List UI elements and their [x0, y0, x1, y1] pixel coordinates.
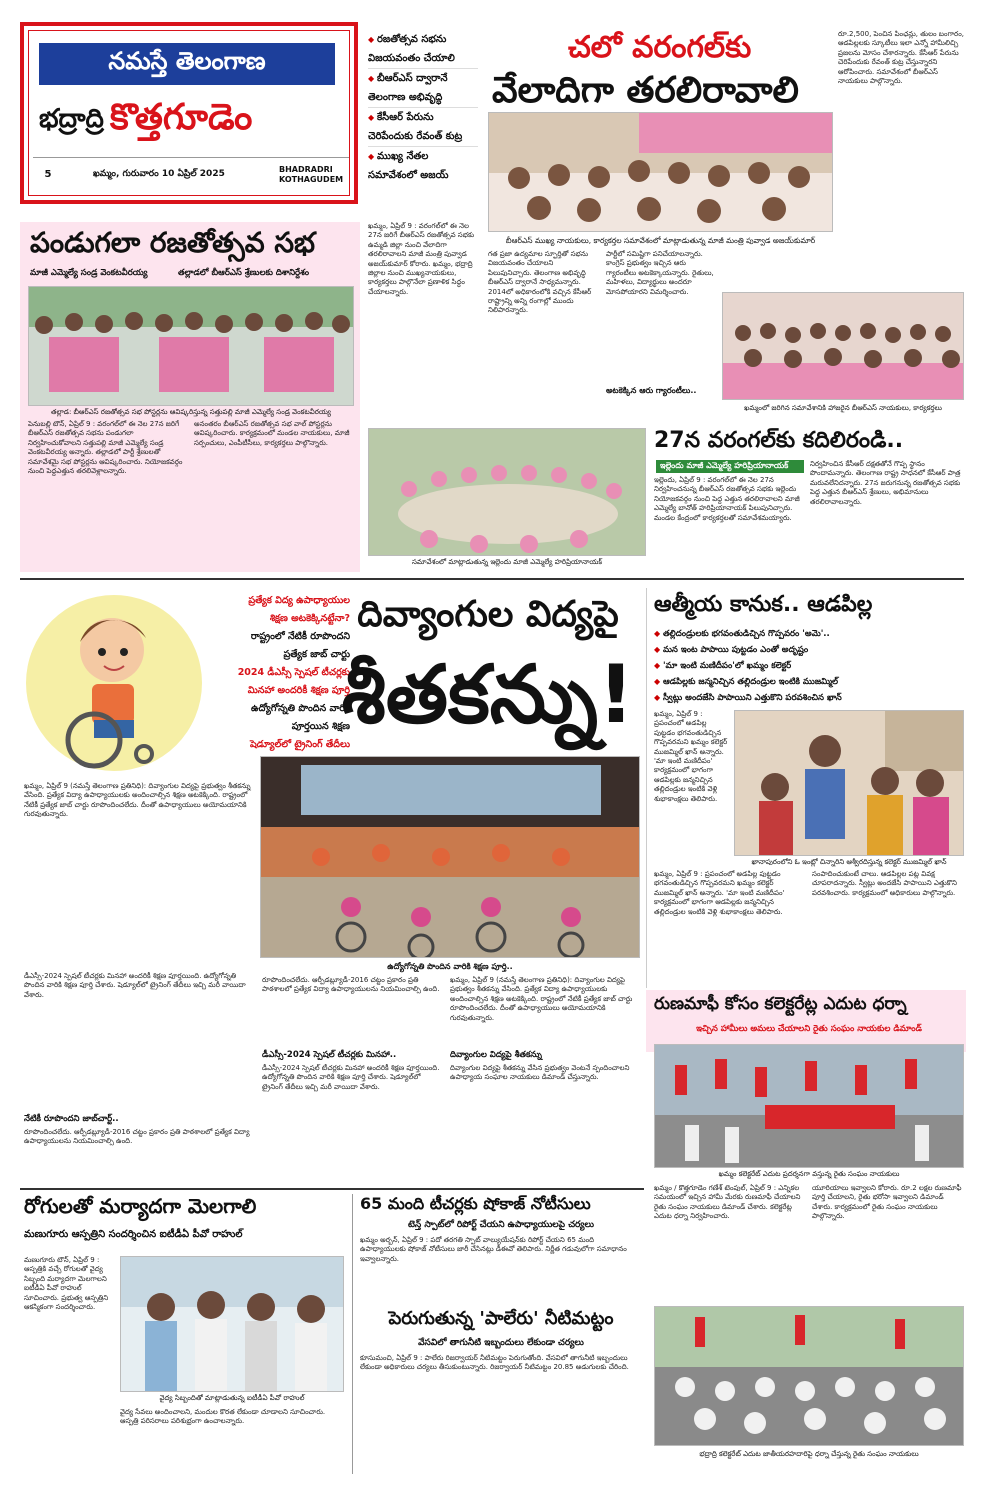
warangal-photo2-caption: ఖమ్మంలో జరిగిన సమావేశానికి హాజరైన బీఆర్ఎస్ నాయకులు, కార్యకర్తలు — [744, 404, 942, 412]
question-line: శిక్షణ అటకెక్కినట్టేనా? — [269, 613, 350, 624]
girl-col2: ఖమ్మం, ఏప్రిల్ 9 : ప్రపంచంలో అడపిల్ల పుట్టడం భగవంతుడిచ్చిన గొప్పవరమని ఖమ్మం కలెక్టర్ ముజమ్మిల్ ఖాన్ అన్నారు. 'మా ఇంటి మణిదీపం' కార్యక్రమంలో భాగంగా ఆడపిల్లకు జన్మనిచ్చిన తల్లిదండ్రుల ఇంటికి వెళ్లి శుభాకాంక్షలు తెలిపారు. — [654, 870, 785, 916]
girl-bullet: ◆ తల్లిదండ్రులకు భగవంతుడిచ్చిన గొప్పవరం 'అమె'.. — [654, 626, 964, 642]
top-bullet: ◆ ముఖ్య నేతల సమావేశంలో అజయ్ — [368, 147, 478, 185]
dateline: ఖమ్మం, గురువారం 10 ఏప్రిల్ 2025 — [93, 168, 225, 179]
patients-headline: రోగులతో మర్యాదగా మెలగాలి — [24, 1194, 257, 1218]
festival-byline-left: మాజీ ఎమ్మెల్యే సండ్ర వెంకటవీరయ్య — [30, 268, 148, 278]
dharna-col2: యూరియాలు ఇవ్వాలని కోరారు. రూ.2 లక్షల రుణమాఫీ పూర్తి చేయాలని, రైతు భరోసా ఇవ్వాలని డిమాండ్ చేశారు. కార్యక్రమంలో రైతు సంఘం నాయకులు పాల్గొన్నారు. — [812, 1184, 962, 1221]
top-bullet: ◆ బీఆర్ఎస్ ద్వారానే తెలంగాణ అభివృద్ధి — [368, 69, 478, 108]
dharna-col1: ఖమ్మం / కొత్తగూడెం గణేశ్ టెంపుల్, ఏప్రిల్ 9 : ఎన్నికల సమయంలో ఇచ్చిన హామీ మేరకు రుణమాఫీ చేయాలని రైతు సంఘం నాయకులు డిమాండ్ చేశారు. కలెక్టరేట్ల ఎదుట ధర్నా నిర్వహించారు. — [654, 1184, 801, 1221]
left-column-rule — [352, 1194, 353, 1474]
paper-name: నమస్తే తెలంగాణ — [108, 47, 266, 75]
classroom-photo-caption: ఉద్యోగోన్నతి పొందిన వారికి శిక్షణ పూర్తి.. — [387, 962, 513, 971]
hospital-visit-photo — [121, 1257, 344, 1392]
disabled-col2: రూపొందించలేదు. ఆర్పీడబ్ల్యూడీ-2016 చట్టం ప్రకారం ప్రతి పాఠశాలలో ప్రత్యేక విద్యా ఉపాధ్యాయులను నియమించాల్సి ఉంది. — [262, 976, 440, 994]
girl-col: ఖమ్మం, ఏప్రిల్ 9 : ప్రపంచంలో అడపిల్ల పుట్టడం భగవంతుడిచ్చిన గొప్పవరమని ఖమ్మం కలెక్టర్ ముజమ్మిల్ ఖాన్ అన్నారు. 'మా ఇంటి మణిదీపం' కార్యక్రమంలో భాగంగా ఆడపిల్లకు జన్మనిచ్చిన తల్లిదండ్రుల ఇంటికి వెళ్లి శుభాకాంక్షలు తెలిపారు. — [654, 710, 728, 803]
warangal-col2: గత ప్రజా ఉద్యమాల స్ఫూర్తితో సభను విజయవంతం చేయాలని పిలుపునిచ్చారు. తెలంగాణ అభివృద్ధి బీఆర్ఎస్ ద్వారానే సాధ్యమన్నారు. 2014లో అధికారంలోకి వచ్చిన కేసీఆర్ రాష్ట్రాన్ని అన్ని రంగాల్లో ముందు నిలిపారన్నారు. — [488, 250, 592, 315]
disabled-subhead-3: దివ్యాంగుల విద్యపై శీతకన్ను — [450, 1050, 542, 1060]
page-number: 5 — [44, 169, 52, 180]
edition-name-1: భద్రాద్రి — [39, 104, 104, 134]
question-line: 2024 డీఎస్సీ స్పెషల్ టీచర్లకు — [237, 667, 350, 678]
girl-bullet: ◆ 'మా ఇంటి మణిదీపం'లో ఖమ్మం కలెక్టర్ — [654, 658, 964, 674]
warangal-subhead: అటకెక్కిన ఆరు గ్యారంటీలు.. — [606, 386, 697, 395]
girl-bullet: ◆ ఆడపిల్లకు జన్మనిచ్చిన తల్లిదండ్రుల ఇంటికి ముజమ్మిల్ — [654, 674, 964, 690]
teachers-headline: 65 మంది టీచర్లకు షోకాజ్ నోటీసులు — [360, 1194, 591, 1213]
road-dharna-photo — [655, 1307, 964, 1446]
disabled-col3: డీఎస్సీ-2024 స్పెషల్ టీచర్లకు మినహా అందరికీ శిక్షణ పూర్తయింది. ఉద్యోగోన్నతి పొందిన వారికి శిక్షణ పూర్తి చేశారు. షెడ్యూల్‌లో ట్రైనింగ్ తేదీలు ఇచ్చి మరీ వాయిదా వేశారు. — [262, 1064, 440, 1091]
child-illustration — [24, 590, 204, 776]
collector-baby-photo — [735, 711, 964, 856]
divider — [20, 578, 964, 580]
top-bullet: ◆ రజతోత్సవ సభను విజయవంతం చేయాలి — [368, 30, 478, 69]
classroom-photo-art — [261, 757, 640, 958]
warangal-photo-2 — [722, 292, 964, 400]
disabled-col4a: ఖమ్మం, ఏప్రిల్ 9 (నమస్తే తెలంగాణ ప్రతినిధి): దివ్యాంగుల విద్యపై ప్రభుత్వం శీతకన్ను వేసింది. ప్రత్యేక విద్యా ఉపాధ్యాయులకు అందించాల్సిన శిక్షణ అటకెక్కింది. రాష్ట్రంలో నేటికీ ప్రత్యేక జాబ్ చార్టు రూపొందించలేదు. దీంతో ఉపాధ్యాయులు అయోమయానికి గురవుతున్నారు. — [450, 976, 633, 1022]
poster-launch-photo — [29, 287, 354, 406]
festival-photo-caption: తల్లాడ: బీఆర్ఎస్ రజతోత్సవ సభ పోస్టర్లను ఆవిష్కరిస్తున్న సత్తుపల్లి మాజీ ఎమ్మెల్యే సండ్ర వెంకటవీరయ్య — [51, 408, 331, 416]
edition-name-2: కొత్తగూడెం — [109, 97, 253, 138]
warangal2-col1: ఇల్లెందు, ఏప్రిల్ 9 : వరంగల్‌లో ఈ నెల 27న నిర్వహించనున్న బీఆర్ఎస్ రజతోత్సవ సభకు ఇల్లెందు నియోజకవర్గం నుంచి పెద్ద ఎత్తున తరలిరావాలని మాజీ ఎమ్మెల్యే బానోత్ హరిప్రియానాయక్ పిలుపునిచ్చారు. మండల కేంద్రంలో కార్యకర్తలతో సమావేశమయ్యారు. — [654, 476, 800, 522]
question-line: రాష్ట్రంలో నేటికీ రూపొందని — [250, 631, 350, 642]
classroom-photo — [260, 756, 640, 958]
question-line: మినహా అందరికీ శిక్షణ పూర్తి — [247, 685, 350, 696]
warangal-photo-caption: బీఆర్ఎస్ ముఖ్య నాయకులు, కార్యకర్తల సమావేశంలో మాట్లాడుతున్న మాజీ మంత్రి పువ్వాడ అజయ్‌కుమార్ — [505, 236, 816, 245]
girl-headline: ఆత్మీయ కానుక.. ఆడపిల్ల — [654, 592, 873, 617]
dharna-photo — [654, 1044, 964, 1168]
patients-photo-caption: వైద్య సిబ్బందితో మాట్లాడుతున్న ఐటీడీఏ పీవో రాహుల్ — [159, 1394, 305, 1402]
warangal-col4b: రూ.2,500, పెంచిన పింఛన్లు, తులం బంగారం, ఆడపిల్లలకు స్కూటీలు ఇలా ఎన్నో హామీలిచ్చి ప్రజలను మోసం చేశారన్నారు. కేసీఆర్ పేరును చెరిపేందుకు రేవంత్ కుట్ర చేస్తున్నారని ఆరోపించారు. సమావేశంలో బీఆర్ఎస్ నాయకులు పాల్గొన్నారు. — [838, 30, 964, 86]
warangal-col1: ఖమ్మం, ఏప్రిల్ 9 : వరంగల్‌లో ఈ నెల 27న జరిగే బీఆర్ఎస్ రజతోత్సవ సభకు ఉమ్మడి జిల్లా నుంచి వేలాదిగా తరలిరావాలని మాజీ మంత్రి పువ్వాడ అజయ్‌కుమార్ కోరారు. ఖమ్మం, భద్రాద్రి జిల్లాల నుంచి ముఖ్యనాయకులు, కార్యకర్తలు పాల్గొనేలా ప్రణాళిక సిద్ధం చేయాలన్నారు. — [368, 222, 475, 296]
dharna-photo-2 — [654, 1306, 964, 1446]
girl-photo-caption: ఖానాపురంలోని ఓ ఇంట్లో చిన్నారిని ఆశ్వీరదిస్తున్న కలెక్టర్ ముజమ్మిల్ ఖాన్ — [751, 858, 947, 866]
edition-en: BHADRADRI KOTHAGUDEM — [279, 164, 344, 184]
mid-photo-caption: సమావేశంలో మాట్లాడుతున్న ఇల్లెందు మాజీ ఎమ్మెల్యే హరిప్రియానాయక్ — [411, 558, 603, 566]
question-line: ప్రత్యేక జాబ్ చార్టు — [283, 649, 350, 660]
warangal2-green-label: ఇల్లెందు మాజీ ఎమ్మెల్యే హరిప్రియానాయక్ — [656, 460, 804, 473]
question-line: పూర్తయిన శిక్షణ — [291, 721, 350, 732]
festival-col1: పెనుబల్లి టౌన్, ఏప్రిల్ 9 : వరంగల్‌లో ఈ నెల 27న జరిగే బీఆర్ఎస్ రజతోత్సవ సభను పండుగలా నిర్వహించుకోవాలని సత్తుపల్లి మాజీ ఎమ్మెల్యే సండ్ర వెంకటవీరయ్య అన్నారు. తల్లాడలో పార్టీ శ్రేణులతో సమావేశమై సభ పోస్టర్లను ఆవిష్కరించారు. నియోజకవర్గం నుంచి పెద్దఎత్తున తరలివెళ్లాలన్నారు. — [28, 420, 183, 476]
warangal-headline: వేలాదిగా తరలిరావాలి — [492, 70, 799, 111]
teachers-col: ఖమ్మం అర్బన్, ఏప్రిల్ 9 : పదో తరగతి స్పాట్ వాల్యుయేషన్‌కు రిపోర్ట్ చేయని 65 మంది ఉపాధ్యాయులకు షోకాజ్ నోటీసులు జారీ చేసినట్లు డీఈవో తెలిపారు. నిర్ణీత గడువులోగా సమాధానం ఇవ్వాలన్నారు. — [360, 1236, 627, 1263]
masthead — [20, 22, 358, 204]
crowd-photo — [489, 113, 833, 232]
question-line: ఉద్యోగోన్నతి పొందిన వారికీ — [251, 703, 350, 714]
disabled-col1: ఖమ్మం, ఏప్రిల్ 9 (నమస్తే తెలంగాణ ప్రతినిధి): దివ్యాంగుల విద్యపై ప్రభుత్వం శీతకన్ను వేసింది. ప్రత్యేక విద్యా ఉపాధ్యాయులకు అందించాల్సిన శిక్షణ అటకెక్కింది. రాష్ట్రంలో నేటికీ ప్రత్యేక జాబ్ చార్టు రూపొందించలేదు. దీంతో ఉపాధ్యాయులు అయోమయానికి గురవుతున్నారు. — [24, 782, 251, 819]
girl-bullet: ◆ స్వీట్లు అందజేసి పాపాయిని ఎత్తుకొని పరవశించిన ఖాన్ — [654, 690, 964, 706]
meeting-hall-photo — [723, 293, 964, 400]
top-bullets — [368, 30, 478, 220]
dharna-photo-caption: ఖమ్మం కలెక్టరేట్ ఎదుట ప్రదర్శనగా వస్తున్న రైతు సంఘం నాయకులు — [718, 1170, 900, 1178]
festival-headline: పండుగలా రజతోత్సవ సభ — [30, 226, 316, 259]
dharna-headline: రుణమాఫీ కోసం కలెక్టరేట్ల ఎదుట ధర్నా — [654, 994, 907, 1014]
disabled-questions — [200, 592, 350, 772]
circle-meeting-photo — [369, 429, 646, 556]
patients-col2: వైద్య సేవలు అందించాలని, మందుల కొరత లేకుండా చూడాలని సూచించారు. ఆస్పత్రి పరిసరాలు పరిశుభ్రంగా ఉంచాలన్నారు. — [120, 1408, 326, 1426]
edition-name — [39, 93, 339, 151]
disabled-col1c: డీఎస్సీ-2024 స్పెషల్ టీచర్లకు మినహా అందరికీ శిక్షణ పూర్తయింది. ఉద్యోగోన్నతి పొందిన వారికి శిక్షణ పూర్తి చేశారు. షెడ్యూల్‌లో ట్రైనింగ్ తేదీలు ఇచ్చి మరీ వాయిదా వేశారు. — [24, 972, 246, 999]
warangal-kicker: చలో వరంగల్‌కు — [568, 30, 752, 65]
warangal2-col2: నిర్వహించిన కేసీఆర్ దక్షతతోనే గొప్ప స్థానం పొందామన్నారు. తెలంగాణ రాష్ట్ర సాధనలో కేసీఆర్ పాత్ర మరువలేనిదన్నారు. 27న జరుగనున్న రజతోత్సవ సభకు పెద్ద ఎత్తున బీఆర్ఎస్ శ్రేణులు, అభిమానులు తరలిరావాలన్నారు. — [810, 460, 961, 506]
warangal-photo — [488, 112, 833, 232]
disabled-headline: శీతకన్ను! — [341, 648, 635, 741]
paleru-headline: పెరుగుతున్న 'పాలేరు' నీటిమట్టం — [388, 1308, 614, 1329]
masthead-inner — [28, 30, 350, 196]
paper-name-banner — [39, 43, 335, 85]
question-line: షెడ్యూల్‌లో ట్రైనింగ్ తేదీలు — [250, 739, 350, 750]
question-line: ప్రత్యేక విద్య ఉపాధ్యాయుల — [248, 595, 350, 606]
disabled-subhead-2: డీఎస్సీ-2024 స్పెషల్ టీచర్లకు మినహా.. — [262, 1050, 397, 1060]
warangal2-headline: 27న వరంగల్‌కు కదిలిరండి.. — [654, 428, 904, 453]
paleru-subhead: వేసవిలో తాగునీటి ఇబ్బందులు లేకుండా చర్యలు — [418, 1338, 584, 1348]
girl-photo — [734, 710, 964, 856]
girl-bullet: ◆ మన ఇంట పాపాయి పుట్టడం ఎంతో అదృష్టం — [654, 642, 964, 658]
festival-byline-right: తల్లాడలో బీఆర్ఎస్ శ్రేణులకు దిశానిర్దేశం — [178, 268, 310, 278]
festival-photo — [28, 286, 354, 406]
disabled-subhead-1: నేటికీ రూపొందని జాబ్‌చార్ట్.. — [24, 1114, 119, 1124]
disabled-col1b: రూపొందించలేదు. ఆర్పీడబ్ల్యూడీ-2016 చట్టం ప్రకారం ప్రతి పాఠశాలలో ప్రత్యేక విద్యా ఉపాధ్యాయులను నియమించాల్సి ఉంది. — [24, 1128, 250, 1146]
disabled-kicker: దివ్యాంగుల విద్యపై — [357, 594, 619, 635]
dharna-subhead: ఇచ్చిన హామీలు అమలు చేయాలని రైతు సంఘం నాయకుల డిమాండ్ — [696, 1024, 922, 1034]
patients-photo — [120, 1256, 344, 1392]
girl-bullets — [654, 626, 964, 706]
girl-col3: సంపాదించుకుంటే చాలు. ఆడపిల్లల పట్ల వివక్ష చూపరాదన్నారు. స్వీట్లు అందజేసి పాపాయిని ఎత్తుకొని పరవశించారు. కార్యక్రమంలో అధికారులు పాల్గొన్నారు. — [812, 870, 957, 897]
patients-col1: మణుగూరు టౌన్, ఏప్రిల్ 9 : ఆస్పత్రికి వచ్చే రోగులతో వైద్య సిబ్బంది మర్యాదగా మెలగాలని ఐటీడీఏ పీవో రాహుల్ సూచించారు. ప్రభుత్వ ఆస్పత్రిని ఆకస్మికంగా సందర్శించారు. — [24, 1256, 109, 1312]
rally-photo — [655, 1045, 964, 1168]
disabled-col4: దివ్యాంగుల విద్యపై శీతకన్ను వేసిన ప్రభుత్వం వెంటనే స్పందించాలని ఉపాధ్యాయ సంఘాల నాయకులు డిమాండ్ చేస్తున్నారు. — [450, 1064, 630, 1082]
festival-col2: అనంతరం బీఆర్ఎస్ రజతోత్సవ సభ వాల్ పోస్టర్లను ఆవిష్కరించారు. కార్యక్రమంలో మండల నాయకులు, మాజీ సర్పంచులు, ఎంపీటీసీలు, కార్యకర్తలు పాల్గొన్నారు. — [194, 420, 350, 447]
patients-subhead: మణుగూరు ఆస్పత్రిని సందర్శించిన ఐటీడీఏ పీవో రాహుల్ — [24, 1229, 243, 1240]
top-bullet: ◆ కేసీఆర్ పేరును చెరిపేందుకు రేవంత్ కుట్ర — [368, 108, 478, 147]
dateline-bar — [33, 157, 349, 191]
mid-photo — [368, 428, 646, 556]
dharna-photo2-caption: భద్రాద్రి కలెక్టరేట్ ఎదుట జాతీయరహదారిపై ధర్నా చేస్తున్న రైతు సంఘం నాయకులు — [699, 1450, 919, 1458]
warangal-col3: పార్టీలో సమిష్టిగా పనిచేయాలన్నారు. కాంగ్రెస్ ప్రభుత్వం ఇచ్చిన ఆరు గ్యారంటీలు అటకెక్కాయన్నారు. రైతులు, మహిళలు, విద్యార్థులు అందరూ మోసపోయారని విమర్శించారు. — [606, 250, 714, 296]
divider-lower — [20, 1188, 644, 1190]
teachers-subhead: టెన్త్ స్పాట్‌లో రిపోర్ట్ చేయని ఉపాధ్యాయులపై చర్యలు — [407, 1220, 595, 1230]
paleru-col: కూసుమంచి, ఏప్రిల్ 9 : పాలేరు రిజర్వాయర్ నీటిమట్టం పెరుగుతోంది. వేసవిలో తాగునీటి ఇబ్బందులు లేకుండా అధికారులు చర్యలు తీసుకుంటున్నారు. రిజర్వాయర్ నీటిమట్టం 20.85 అడుగులకు చేరింది. — [360, 1354, 629, 1372]
wheelchair-child-icon — [24, 590, 204, 776]
